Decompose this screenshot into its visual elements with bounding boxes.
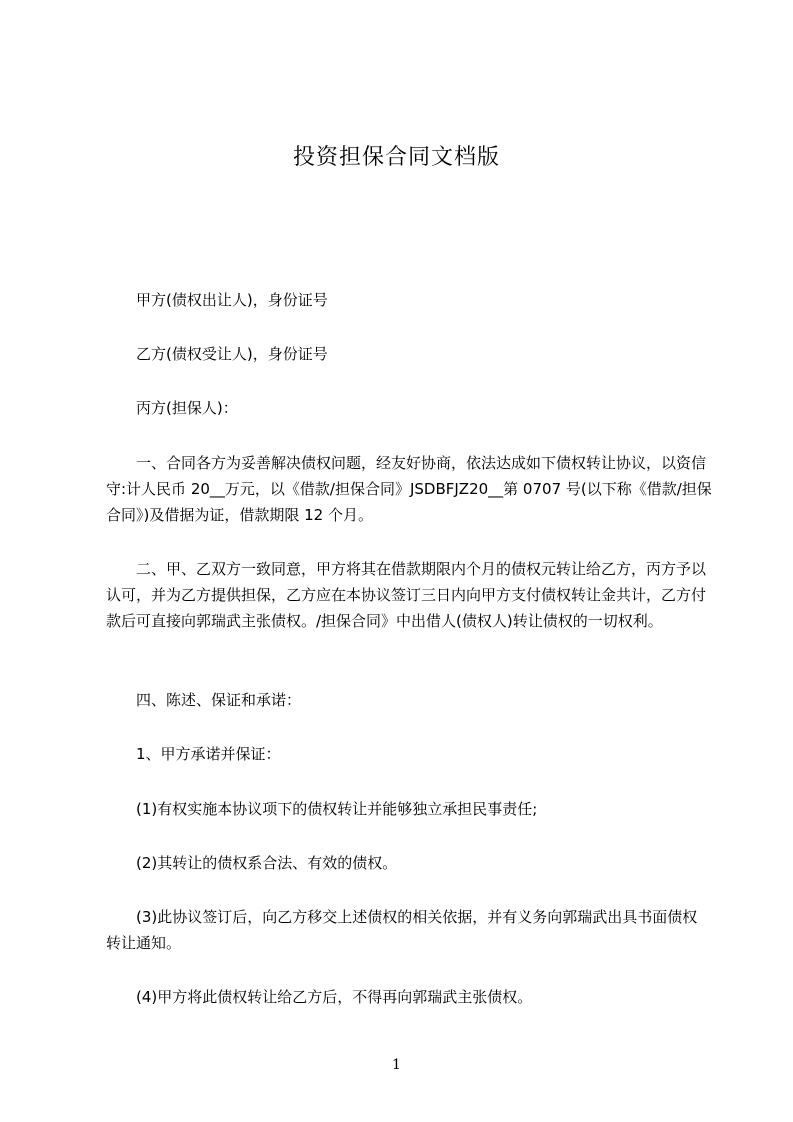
commitment-item-4: (4)甲方将此债权转让给乙方后，不得再向郭瑞武主张债权。 xyxy=(136,988,533,1006)
party-a-line: 甲方(债权出让人)，身份证号 xyxy=(136,291,328,309)
clause-two-paragraph: 二、甲、乙双方一致同意，甲方将其在借款期限内个月的债权元转让给乙方，丙方予以认可，并为乙方提供担保，乙方应在本协议签订三日内向甲方支付债权转让金共计，乙方付款后可直接向郭瑞武主张债权。/担保合同》中出借人(债权人)转让债权的一切权利。 xyxy=(106,560,707,630)
party-c-line: 丙方(担保人)： xyxy=(136,399,238,417)
section-four-heading: 四、陈述、保证和承诺： xyxy=(136,691,302,709)
commitment-item-1: (1)有权实施本协议项下的债权转让并能够独立承担民事责任; xyxy=(136,800,538,818)
clause-one-paragraph: 一、合同各方为妥善解决债权问题，经友好协商，依法达成如下债权转让协议，以资信守:计人民币 20__万元，以《借款/担保合同》JSDBFJZ20__第 0707 号(以下称《借款/担保合同》)及借据为证，借款期限 12 个月。 xyxy=(106,454,712,524)
commitment-item-3: (3)此协议签订后，向乙方移交上述债权的相关依据，并有义务向郭瑞武出具书面债权转让通知。 xyxy=(106,908,698,952)
commitment-item-2: (2)其转让的债权系合法、有效的债权。 xyxy=(136,854,398,872)
party-a-commitment-heading: 1、甲方承诺并保证： xyxy=(136,745,281,763)
document-title: 投资担保合同文档版 xyxy=(292,145,500,170)
party-b-line: 乙方(债权受让人)，身份证号 xyxy=(136,345,328,363)
page-number: 1 xyxy=(392,1057,401,1073)
